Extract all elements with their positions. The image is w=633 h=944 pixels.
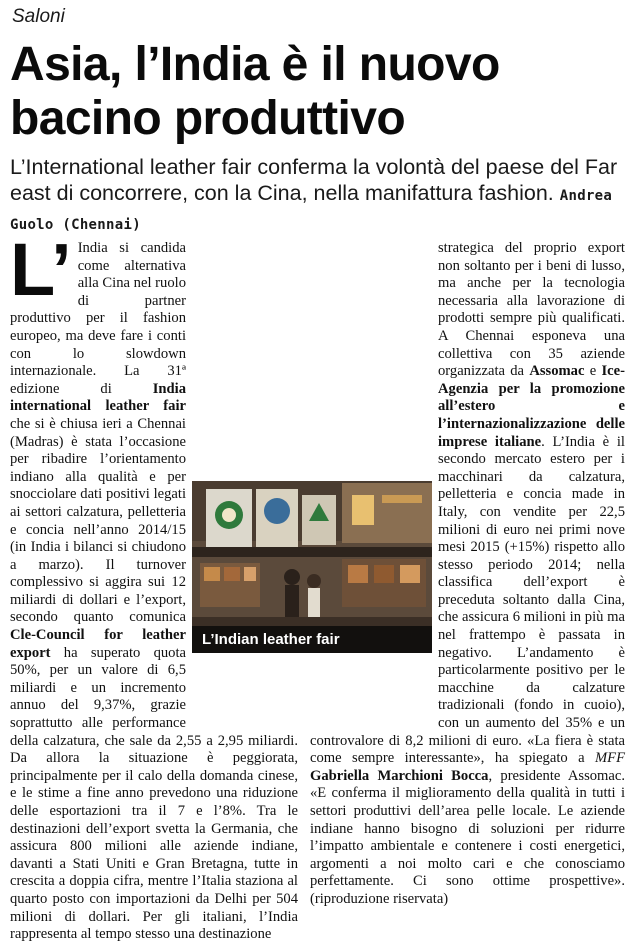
section-label: Saloni — [12, 6, 65, 27]
body-bold-run: Gabriella Marchioni Bocca — [310, 767, 489, 784]
body-bold-run: Ice-Agenzia per la promozione all’estero e l’internazionalizzazione delle imprese italiane — [438, 363, 625, 450]
body-text-run: che si è chiusa ieri a Chennai (Madras) è stata l’occasione per ribadire l’orientamento indiano alla qualità e per snocciolare dati positivi legati ai settori calzatura, pelletteria e concia nell’anno 2014/15 (in India i bilanci si chiudono a marzo). Il turnover complessivo si aggira sui 12 miliardi di dollari e l’export, secondo quanto comunica — [10, 415, 186, 626]
body-bold-run: Assomac — [529, 363, 585, 380]
body-text-run: . L’India è il secondo mercato estero per i macchinari da calzatura, pelletteria e concia made in Italy, con vendite per 22,5 milioni di euro nei primi nove mesi 2015 (+15%) rispetto allo stesso periodo 2014; nella classifica dell’export è preceduta soltanto dalla Cina, che assicura 6 milioni in più ma nel frattempo è passata in negativo. L’andamento è particolarmente positivo per le macchine da calzature tradizionali (fondo in cuoio), con un aumento del 35% e un controvalore di 8,2 milioni di euro. «La fiera è stata come sempre interessante», ha spiegato a — [310, 433, 625, 767]
body-text-run: strategica del proprio export non soltanto per i beni di lusso, ma anche per la tecnologia necessaria alla lavorazione di prodotti sempre più qualificati. A Chennai esponeva una collettiva con 35 aziende organizzata da — [438, 240, 625, 380]
body-bold-run: India international leather fair — [10, 380, 186, 415]
byline: Andrea Guolo (Chennai) — [10, 188, 613, 233]
body-text-run: e — [584, 363, 602, 380]
photo-caption: L’Indian leather fair — [202, 631, 340, 648]
body-italic-run: MFF — [595, 750, 625, 767]
body-text-run: , presidente Assomac. «E conferma il miglioramento della qualità in tutti i settori produttivi dell’area pelle locale. Le aziende indiane hanno bisogno di soluzioni per ridurre l’impatto ambientale e contenere i costi energetici, argomenti a noi molto cari e che conosciamo perfettamente. Ci sono ottime prospettive». (riproduzione riservata) — [310, 767, 625, 907]
drop-cap: L’ — [10, 228, 72, 311]
deck-text: L’International leather fair conferma la volontà del paese del Far east di concorrere, con la Cina, nella manifattura fashion. — [10, 155, 618, 205]
headline: Asia, l’India è il nuovo bacino produttivo — [10, 38, 500, 145]
fair-photo — [192, 481, 432, 653]
body-text-run: India si candida come alternativa alla Cina nel ruolo di partner produttivo per il fashion europeo, ma deve fare i conti con lo slowdown internazionale. La 31ª edizione di — [10, 240, 186, 397]
body-text-run: ha superato quota 50%, per un valore di 6,5 miliardi e un incremento annuo del 9,37%, grazie soprattutto alle performance della calzatura, che sale da 2,55 a 2,95 miliardi. Da allora la situazione è peggiorata, principalmente per il calo della domanda cinese, e le stime a fine anno prevedono una riduzione delle esportazioni tra il 7 e l’8%. Tra le destinazioni dell’export svetta la Germania, che assicura 800 milioni alle aziende indiane, davanti a Stati Uniti e Gran Bretagna, tutte in crescita a doppia cifra, mentre l’Italia staziona al quarto posto con importazioni da Delhi per 504 milioni di dollari. Per gli italiani, l’India rappresenta al tempo stesso una destinazione — [10, 644, 298, 943]
body-bold-run: Cle-Council for leather export — [10, 627, 186, 661]
deck — [10, 154, 625, 238]
